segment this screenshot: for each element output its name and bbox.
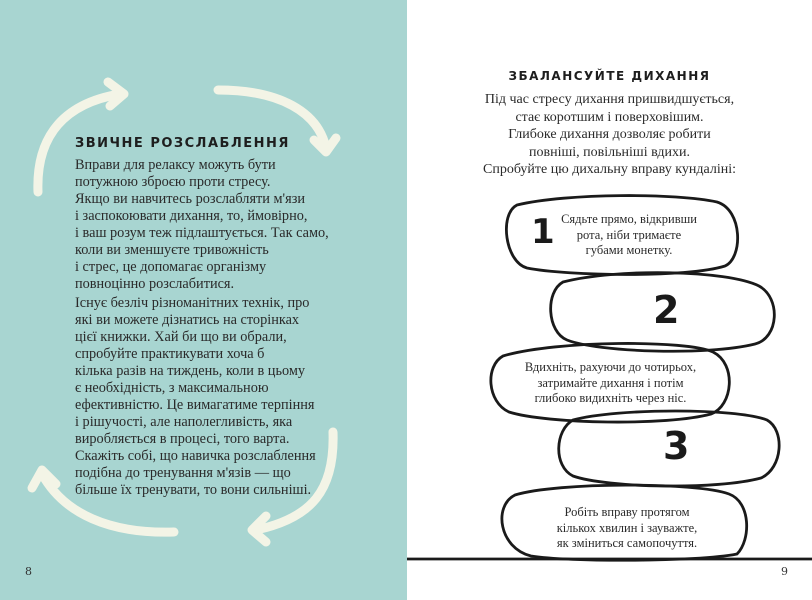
step-text [517, 505, 737, 552]
text-line: повноцінно розслабитися. [75, 276, 235, 292]
text-line: Спробуйте цю дихальну вправу кундаліні: [483, 162, 736, 177]
text-line: Скажіть собі, що навичка розслаблення [75, 448, 316, 464]
step-number: 1 [531, 212, 555, 252]
paragraph-1 [75, 157, 335, 293]
text-line: Під час стресу дихання пришвидшується, [484, 92, 735, 107]
page-number-left: 8 [25, 565, 32, 578]
text-line: Робіть вправу протягом [564, 505, 690, 519]
section-heading: ЗБАЛАНСУЙТЕ ДИХАННЯ [508, 69, 711, 83]
text-line: рота, ніби тримаєте [576, 227, 682, 242]
text-line: Сядьте прямо, відкривши [561, 212, 697, 226]
text-line: глибоко видихніть через ніс. [534, 391, 687, 405]
text-line: ефективністю. Це вимагатиме терпіння [75, 397, 315, 413]
text-line: Глибоке дихання дозволяє робити [508, 127, 711, 142]
text-line: як зміниться самопочуття. [556, 536, 698, 550]
text-line: і заспокоювати дихання, то, ймовірно, [75, 208, 308, 224]
step-text [503, 360, 718, 407]
right-page [407, 0, 812, 600]
text-line: спробуйте практикувати хоча б [75, 346, 265, 362]
text-line: коли ви зменшуєте тривожність [75, 242, 269, 258]
text-line: кількох хвилин і зауважте, [556, 520, 698, 535]
text-line: виробляється в процесі, того варта. [75, 431, 290, 447]
text-line: Вправи для релаксу можуть бути [75, 157, 276, 173]
text-line: затримайте дихання і потім [537, 375, 684, 390]
step-number: 3 [663, 424, 690, 468]
step-text [549, 212, 709, 259]
text-line: і ваш розум теж підлаштується. Так само, [75, 225, 329, 241]
text-line: Існує безліч різноманітних технік, про [75, 295, 310, 311]
text-line: цієї книжки. Хай би що ви обрали, [75, 329, 287, 345]
text-line: і рішучості, але наполегливість, яка [75, 414, 293, 430]
step-number: 2 [653, 288, 680, 332]
text-line: потужною зброєю проти стресу. [75, 174, 271, 190]
text-line: Якщо ви навчитесь розслабляти м'язи [75, 191, 305, 207]
section-heading: ЗВИЧНЕ РОЗСЛАБЛЕННЯ [75, 136, 290, 151]
paragraph-2 [75, 295, 335, 499]
text-line: які ви можете дізнатись на сторінках [75, 312, 300, 328]
text-line: і стрес, це допомагає організму [75, 259, 267, 275]
text-line: Вдихніть, рахуючи до чотирьох, [524, 360, 697, 374]
text-line: більше їх тренувати, то вони сильніші. [75, 482, 312, 498]
text-line: подібна до тренування м'язів — що [75, 465, 291, 481]
page-number-right: 9 [781, 565, 788, 578]
text-line: стає коротшим і поверховішим. [515, 109, 704, 125]
text-line: повніші, повільніші вдихи. [529, 144, 690, 160]
text-line: кілька разів на тиждень, коли в цьому [75, 363, 306, 379]
text-line: губами монетку. [585, 243, 673, 257]
text-line: є необхідність, з максимальною [75, 380, 269, 396]
